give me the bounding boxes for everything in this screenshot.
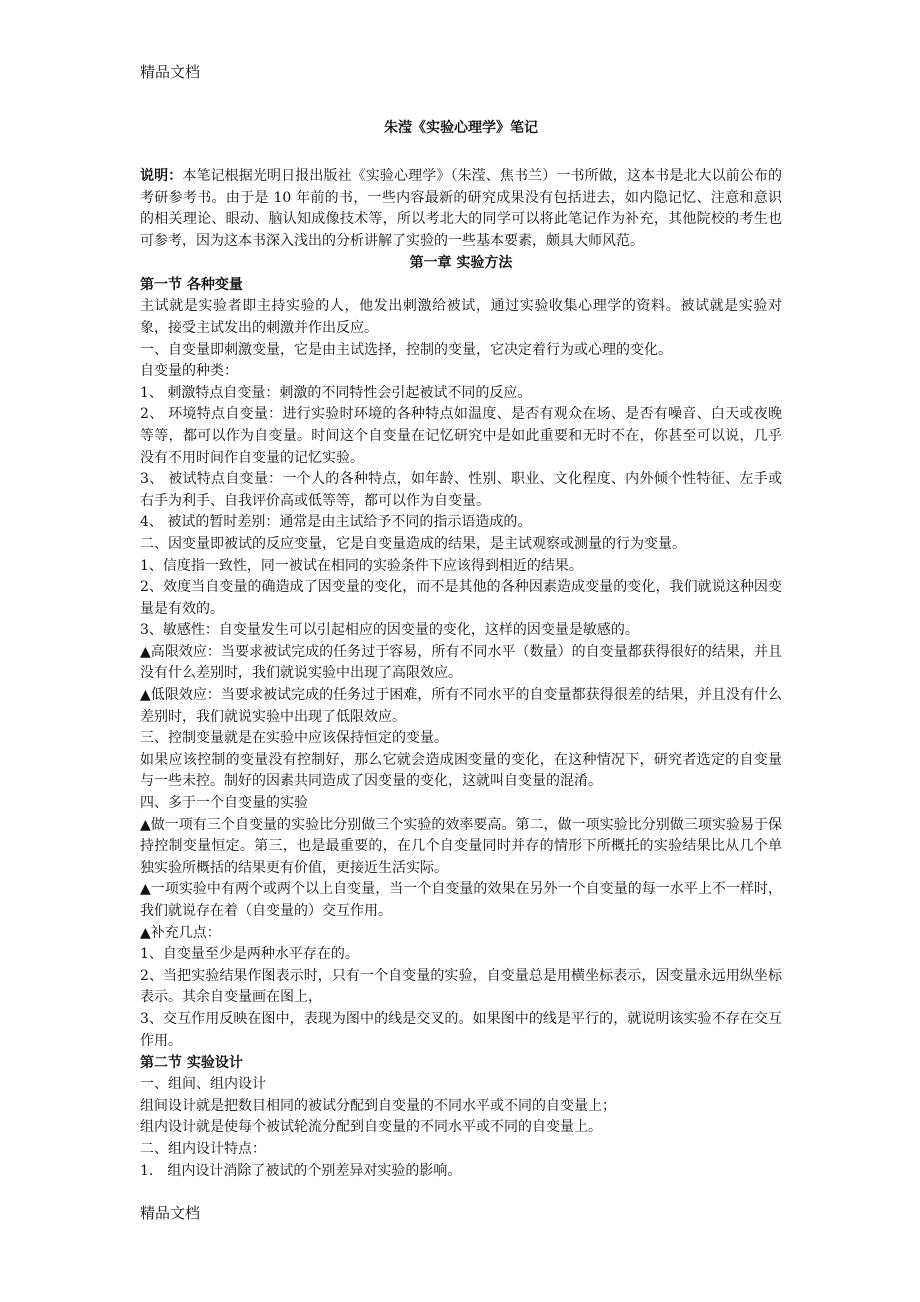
paragraph: 组间设计就是把数目相同的被试分配到自变量的不同水平或不同的自变量上； [140,1097,616,1114]
paragraph: 1、自变量至少是两种水平存在的。 [140,946,359,963]
paragraph: ▲一项实验中有两个或两个以上自变量，当一个自变量的效果在另外一个自变量的每一水平上不一样时，我们就说存在着（自变量的）交互作用。 [140,881,782,919]
paragraph: 2、当把实验结果作图表示时，只有一个自变量的实验，自变量总是用横坐标表示，因变量永远用纵坐标表示。其余自变量画在图上， [140,967,782,1006]
paragraph: 1． 组内设计消除了被试的个别差异对实验的影响。 [140,1162,462,1179]
section-title-variables: 第一节 各种变量 [140,277,243,294]
document-body [140,118,782,1182]
paragraph: ▲补充几点： [140,924,221,941]
paragraph: 二、因变量即被试的反应变量，它是自变量造成的结果，是主试观察或测量的行为变量。 [140,535,686,552]
document-title: 朱滢《实验心理学》笔记 [384,120,538,136]
paragraph: 四、多于一个自变量的实验 [140,795,308,812]
paragraph: 3、敏感性：自变量发生可以引起相应的因变量的变化，这样的因变量是敏感的。 [140,622,639,639]
section-title-design: 第二节 实验设计 [140,1055,243,1072]
paragraph: 三、控制变量就是在实验中应该保持恒定的变量。 [140,730,448,747]
document-note [140,166,782,252]
paragraph: 1、 刺激特点自变量：刺激的不同特性会引起被试不同的反应。 [140,384,532,401]
paragraph: 2、效度当自变量的确造成了因变量的变化，而不是其他的各种因素造成变量的变化，我们就说这种因变量是有效的。 [140,579,782,617]
paragraph: 4、 被试的暂时差别：通常是由主试给予不同的指示语造成的。 [140,514,532,531]
note-label: 说明： [140,168,183,184]
paragraph: 3、 被试特点自变量：一个人的各种特点，如年龄、性别、职业、文化程度、内外倾个性特征、左手或右手为利手、自我评价高或低等等，都可以作为自变量。 [140,471,782,509]
paragraph: ▲高限效应：当要求被试完成的任务过于容易，所有不同水平（数量）的自变量都获得很好的结果，并且没有什么差别时，我们就说实验中出现了高限效应。 [140,643,782,682]
note-text: 本笔记根据光明日报出版社《实验心理学》（朱滢、焦书兰）一书所做，这本书是北大以前公布的考研参考书。由于是 10 年前的书，一些内容最新的研究成果没有包括进去，如内隐记忆、注意和意识的相关理论、眼动、脑认知成像技术等，所以考北大的同学可以将此笔记作为补充，其他院校的考生也可参考，因为这本书深入浅出的分析讲解了实验的一些基本要素，颇具大师风范。 [140,168,783,249]
paragraph: 如果应该控制的变量没有控制好，那么它就会造成困变量的变化，在这种情况下，研究者选定的自变量与一些未控。制好的因素共同造成了因变量的变化，这就叫自变量的混淆。 [140,751,782,790]
page-header-mark: 精品文档 [140,63,201,81]
paragraph: ▲低限效应：当要求被试完成的任务过于困难，所有不同水平的自变量都获得很差的结果，并且没有什么差别时，我们就说实验中出现了低限效应。 [140,687,782,725]
page-footer-mark: 精品文档 [140,1204,201,1222]
paragraph: 自变量的种类： [140,363,238,380]
paragraph: 2、 环境特点自变量：进行实验时环境的各种特点如温度、是否有观众在场、是否有噪音、白天或夜晚等等，都可以作为自变量。时间这个自变量在记忆研究中是如此重要和无时不在，你甚至可以说，几乎没有不用时间作自变量的记忆实验。 [140,406,782,466]
paragraph: 组内设计就是使每个被试轮流分配到自变量的不同水平或不同的自变量上。 [140,1119,602,1136]
paragraph: 一、自变量即刺激变量，它是由主试选择，控制的变量，它决定着行为或心理的变化。 [140,341,672,358]
paragraph: 主试就是实验者即主持实验的人，他发出刺激给被试，通过实验收集心理学的资料。被试就是实验对象，接受主试发出的刺激并作出反应。 [140,298,782,336]
chapter-title: 第一章 实验方法 [409,255,513,272]
paragraph: 一、组间、组内设计 [140,1076,266,1093]
paragraph: 二、组内设计特点： [140,1140,266,1157]
paragraph: ▲做一项有三个自变量的实验比分别做三个实验的效率要高。第二，做一项实验比分别做三项实验易于保持控制变量恒定。第三，也是最重要的，在几个自变量同时并存的情形下所概托的实验结果比从几个单独实验所概括的结果更有价值，更接近生活实际。 [140,816,782,876]
paragraph: 3、交互作用反映在图中，表现为图中的线是交叉的。如果图中的线是平行的，就说明该实验不存在交互作用。 [140,1010,782,1049]
paragraph: 1、信度指一致性，同一被试在相同的实验条件下应该得到相近的结果。 [140,557,583,574]
